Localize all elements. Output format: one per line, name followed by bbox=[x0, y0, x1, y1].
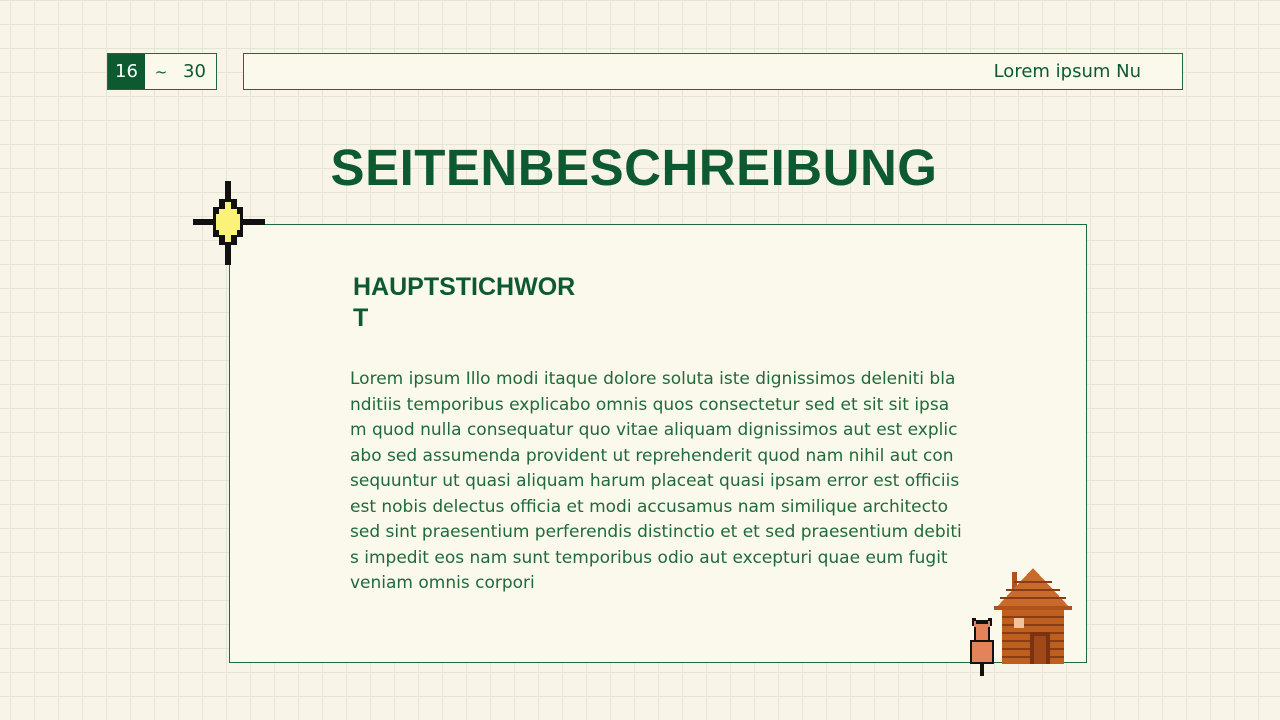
description-text: Lorem ipsum Illo modi itaque dolore soluta iste dignissimos deleniti blanditiis temporibus explicabo omnis quos consectetur sed et sit sit ipsam quod nulla consequatur quo vitae aliquam dignissimos aut est explicabo sed assumenda provident ut reprehenderit quod nam nihil aut consequuntur ut quasi aliquam harum placeat quasi ipsam error est officiis est nobis delectus officia et modi accusamus nam similique architecto sed sint praesentium perferendis distinctio et et sed praesentium debitis impedit eos nam sunt temporibus odio aut excepturi quae eum fugit veniam omnis corpori bbox=[350, 369, 962, 593]
pixel-house-icon bbox=[992, 568, 1074, 664]
current-page-number: 16 bbox=[108, 54, 145, 89]
content-card bbox=[229, 224, 1087, 663]
page-title: SEITENBESCHREIBUNG bbox=[330, 139, 938, 196]
page-separator: ~ bbox=[154, 62, 168, 81]
total-page-number: 30 bbox=[183, 61, 206, 82]
pixel-cat-icon bbox=[968, 618, 996, 676]
header-label: Lorem ipsum Nu bbox=[993, 61, 1141, 82]
header-bar bbox=[243, 53, 1183, 90]
pixel-sparkle-icon bbox=[193, 181, 265, 265]
keyword-heading: HAUPTSTICHWORT bbox=[353, 273, 576, 332]
page-counter bbox=[107, 53, 217, 90]
